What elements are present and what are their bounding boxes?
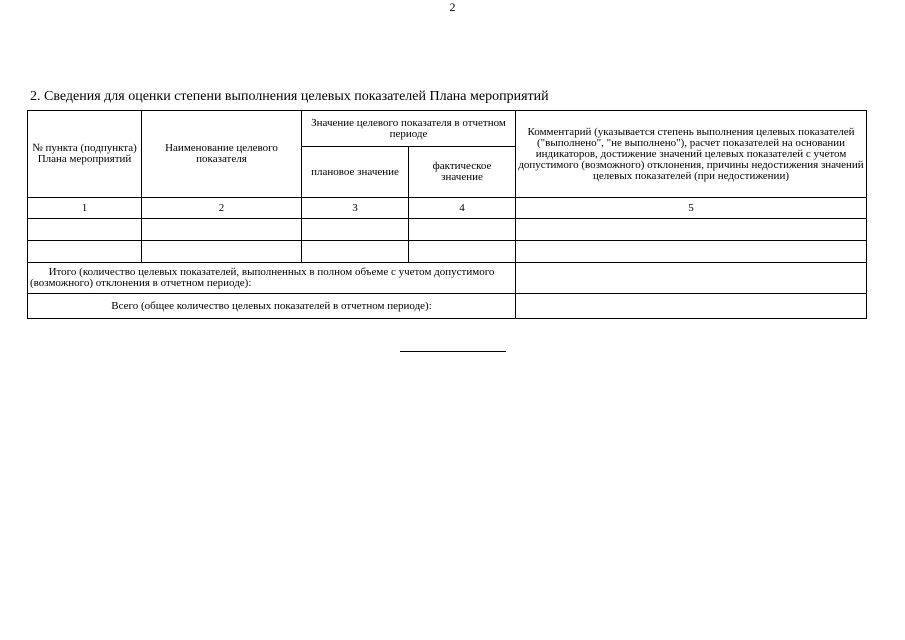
column-number: 5 [516, 198, 867, 219]
column-number: 3 [302, 198, 409, 219]
page-number: 2 [449, 0, 456, 14]
table-cell[interactable] [302, 219, 409, 241]
header-indicator-value-group: Значение целевого показателя в отчетном периоде [302, 111, 516, 147]
vsego-value-cell[interactable] [516, 294, 867, 319]
header-planned-value: плановое значение [302, 147, 409, 198]
indicator-assessment-table [27, 110, 867, 319]
header-row-top [28, 111, 867, 147]
table-cell[interactable] [28, 241, 142, 263]
vsego-label: Всего (общее количество целевых показателей в отчетном периоде): [28, 294, 516, 319]
section-title: 2. Сведения для оценки степени выполнения целевых показателей Плана мероприятий [30, 89, 549, 104]
table-row [28, 219, 867, 241]
itogo-label: Итого (количество целевых показателей, выполненных в полном объеме с учетом допустимого (возможного) отклонения в отчетном периоде): [28, 263, 516, 294]
vsego-row [28, 294, 867, 319]
column-number: 2 [142, 198, 302, 219]
table-row [28, 241, 867, 263]
header-item-number: № пункта (подпункта) Плана мероприятий [28, 111, 142, 198]
header-actual-value: фактическое значение [409, 147, 516, 198]
table-cell[interactable] [516, 241, 867, 263]
footer-divider [400, 351, 506, 352]
table-cell[interactable] [142, 219, 302, 241]
column-number: 4 [409, 198, 516, 219]
header-comment: Комментарий (указывается степень выполнения целевых показателей ("выполнено", "не выполнено"), расчет показателей на основании индикаторов, достижение значений целевых показателей с учетом допустимого (возможного) отклонения, причины недостижения значений целевых показателей (при недостижении) [516, 111, 867, 198]
itogo-value-cell[interactable] [516, 263, 867, 294]
column-numbers-row [28, 198, 867, 219]
table-cell[interactable] [302, 241, 409, 263]
itogo-row [28, 263, 867, 294]
table-cell[interactable] [409, 219, 516, 241]
table-cell[interactable] [28, 219, 142, 241]
table-cell[interactable] [516, 219, 867, 241]
table-cell[interactable] [142, 241, 302, 263]
header-indicator-name: Наименование целевого показателя [142, 111, 302, 198]
column-number: 1 [28, 198, 142, 219]
table-cell[interactable] [409, 241, 516, 263]
